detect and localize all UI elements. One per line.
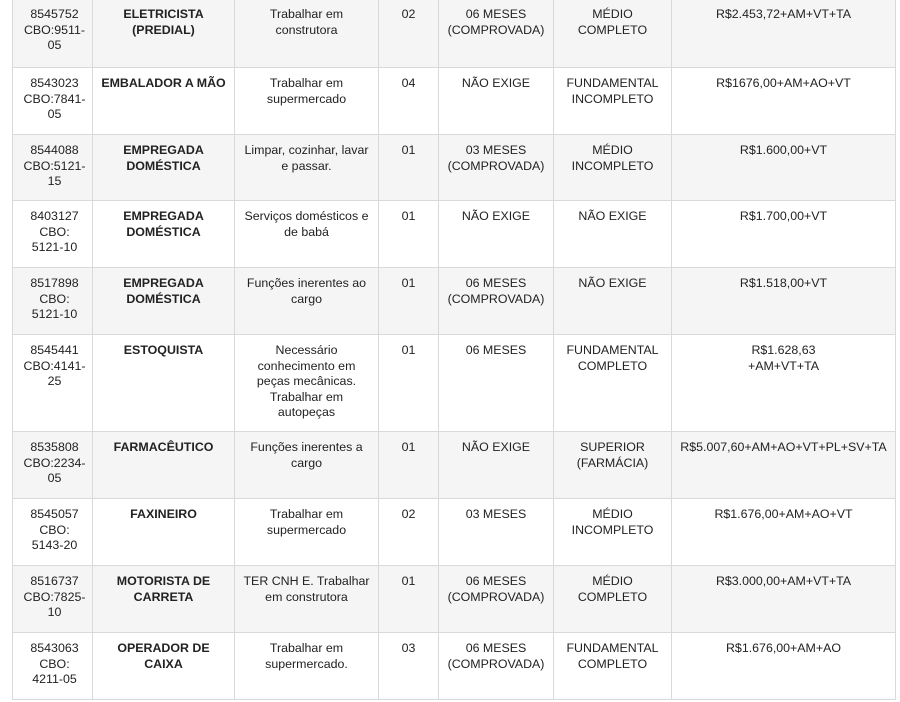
job-title-cell-text: FARMACÊUTICO [113,440,214,454]
salary-cell [672,566,896,633]
job-code-cell-text: 8543023 CBO:7841- 05 [23,76,86,121]
vacancies-cell [379,335,439,432]
salary-cell-text: R$1.518,00+VT [739,276,828,290]
experience-cell [439,432,554,499]
job-description-cell-text: Trabalhar em supermercado [266,507,347,537]
vacancies-cell [379,566,439,633]
experience-cell-text: 03 MESES [465,507,527,521]
job-code-cell [13,268,93,335]
table-body [13,0,896,700]
job-code-cell-text: 8516737 CBO:7825- 10 [23,574,86,619]
education-cell [554,68,672,135]
job-code-cell [13,68,93,135]
job-description-cell [235,135,379,201]
experience-cell-text: NÃO EXIGE [461,440,531,454]
salary-cell-text: R$1676,00+AM+AO+VT [716,76,851,90]
education-cell [554,432,672,499]
experience-cell [439,499,554,566]
vacancies-cell [379,201,439,268]
experience-cell [439,0,554,68]
job-title-cell [93,335,235,432]
job-title-cell-text: ESTOQUISTA [123,343,204,357]
experience-cell [439,201,554,268]
education-cell-text: FUNDAMENTAL INCOMPLETO [566,76,659,106]
education-cell [554,268,672,335]
job-code-cell-text: 8543063 CBO: 4211-05 [30,641,79,686]
job-title-cell-text: EMBALADOR A MÃO [101,76,226,90]
vacancies-cell-text: 03 [401,641,416,655]
salary-cell [672,0,896,68]
job-description-cell-text: TER CNH E. Trabalhar em construtora [243,574,370,604]
job-description-cell-text: Trabalhar em construtora [269,7,344,37]
table-row [13,566,896,633]
vacancies-cell-text: 01 [401,143,416,157]
job-description-cell [235,268,379,335]
experience-cell-text: 06 MESES (COMPROVADA) [447,641,545,671]
job-code-cell [13,0,93,68]
salary-cell-text: R$2.453,72+AM+VT+TA [715,7,852,21]
experience-cell [439,566,554,633]
vacancies-cell [379,499,439,566]
education-cell [554,335,672,432]
table-row [13,335,896,432]
salary-cell [672,335,896,432]
table-row [13,499,896,566]
job-description-cell [235,566,379,633]
vacancies-cell-text: 01 [401,343,416,357]
experience-cell-text: 06 MESES [465,343,527,357]
education-cell-text: FUNDAMENTAL COMPLETO [566,641,659,671]
salary-cell [672,268,896,335]
job-title-cell-text: ELETRICISTA (PREDIAL) [123,7,204,37]
job-description-cell-text: Limpar, cozinhar, lavar e passar. [244,143,369,173]
experience-cell [439,268,554,335]
table-row [13,201,896,268]
job-title-cell [93,268,235,335]
salary-cell [672,135,896,201]
salary-cell-text: R$1.700,00+VT [739,209,828,223]
job-description-cell-text: Necessário conhecimento em peças mecânicas. Trabalhar em autopeças [256,343,357,419]
job-code-cell-text: 8545441 CBO:4141- 25 [23,343,86,388]
job-code-cell [13,335,93,432]
experience-cell-text: 06 MESES (COMPROVADA) [447,7,545,37]
salary-cell-text: R$3.000,00+AM+VT+TA [715,574,852,588]
experience-cell-text: 06 MESES (COMPROVADA) [447,574,545,604]
table-row [13,0,896,68]
education-cell-text: SUPERIOR (FARMÁCIA) [576,440,649,470]
vacancies-cell [379,633,439,700]
salary-cell-text: R$1.628,63 +AM+VT+TA [747,343,820,373]
vacancies-cell-text: 01 [401,440,416,454]
education-cell [554,633,672,700]
education-cell [554,135,672,201]
experience-cell-text: NÃO EXIGE [461,209,531,223]
salary-cell-text: R$1.676,00+AM+AO [725,641,842,655]
job-title-cell-text: EMPREGADA DOMÉSTICA [123,209,204,239]
salary-cell-text: R$1.676,00+AM+AO+VT [714,507,853,521]
vacancies-cell-text: 04 [401,76,416,90]
salary-cell [672,68,896,135]
job-title-cell-text: MOTORISTA DE CARRETA [116,574,211,604]
job-description-cell [235,201,379,268]
job-description-cell-text: Trabalhar em supermercado. [265,641,348,671]
job-title-cell [93,68,235,135]
job-title-cell-text: FAXINEIRO [130,507,197,521]
job-code-cell-text: 8544088 CBO:5121- 15 [23,143,86,188]
vacancies-cell-text: 01 [401,276,416,290]
salary-cell [672,432,896,499]
job-code-cell [13,135,93,201]
education-cell [554,0,672,68]
job-code-cell-text: 8517898 CBO: 5121-10 [30,276,79,321]
vacancies-cell-text: 01 [401,209,416,223]
education-cell-text: NÃO EXIGE [578,276,647,290]
vacancies-cell-text: 01 [401,574,416,588]
job-title-cell-text: EMPREGADA DOMÉSTICA [123,276,204,306]
salary-cell-text: R$5.007,60+AM+AO+VT+PL+SV+TA [680,440,887,454]
education-cell-text: NÃO EXIGE [578,209,647,223]
job-description-cell [235,499,379,566]
job-description-cell-text: Funções inerentes a cargo [250,440,363,470]
education-cell [554,566,672,633]
table-row [13,432,896,499]
table-row [13,633,896,700]
education-cell-text: MÉDIO INCOMPLETO [571,507,654,537]
job-description-cell-text: Serviços domésticos e de babá [244,209,369,239]
education-cell-text: MÉDIO COMPLETO [577,7,648,37]
education-cell [554,499,672,566]
job-description-cell [235,68,379,135]
salary-cell-text: R$1.600,00+VT [739,143,828,157]
experience-cell [439,68,554,135]
job-title-cell [93,135,235,201]
job-title-cell [93,201,235,268]
job-description-cell-text: Trabalhar em supermercado [266,76,347,106]
job-code-cell [13,633,93,700]
job-title-cell-text: EMPREGADA DOMÉSTICA [123,143,204,173]
job-title-cell [93,499,235,566]
job-title-cell-text: OPERADOR DE CAIXA [117,641,210,671]
job-code-cell-text: 8545752 CBO:9511- 05 [23,7,86,52]
vacancies-cell [379,0,439,68]
education-cell-text: MÉDIO INCOMPLETO [571,143,654,173]
vacancies-cell [379,135,439,201]
job-description-cell [235,335,379,432]
vacancies-cell [379,268,439,335]
experience-cell-text: 03 MESES (COMPROVADA) [447,143,545,173]
vacancies-cell [379,432,439,499]
job-description-cell [235,0,379,68]
table-row [13,268,896,335]
vacancies-cell-text: 02 [401,507,416,521]
job-description-cell-text: Funções inerentes ao cargo [246,276,367,306]
job-title-cell [93,432,235,499]
job-title-cell [93,566,235,633]
experience-cell-text: 06 MESES (COMPROVADA) [447,276,545,306]
job-description-cell [235,633,379,700]
job-code-cell-text: 8403127 CBO: 5121-10 [30,209,79,254]
education-cell [554,201,672,268]
table-row [13,135,896,201]
vacancies-cell-text: 02 [401,7,416,21]
job-listings-table [12,0,896,700]
salary-cell [672,499,896,566]
experience-cell [439,335,554,432]
salary-cell [672,201,896,268]
education-cell-text: MÉDIO COMPLETO [577,574,648,604]
salary-cell [672,633,896,700]
experience-cell [439,135,554,201]
experience-cell [439,633,554,700]
job-code-cell-text: 8535808 CBO:2234- 05 [23,440,86,485]
job-code-cell [13,201,93,268]
vacancies-cell [379,68,439,135]
job-title-cell [93,0,235,68]
job-code-cell [13,499,93,566]
job-code-cell-text: 8545057 CBO: 5143-20 [30,507,79,552]
table-row [13,68,896,135]
job-description-cell [235,432,379,499]
job-code-cell [13,566,93,633]
education-cell-text: FUNDAMENTAL COMPLETO [566,343,659,373]
experience-cell-text: NÃO EXIGE [461,76,531,90]
job-title-cell [93,633,235,700]
job-code-cell [13,432,93,499]
